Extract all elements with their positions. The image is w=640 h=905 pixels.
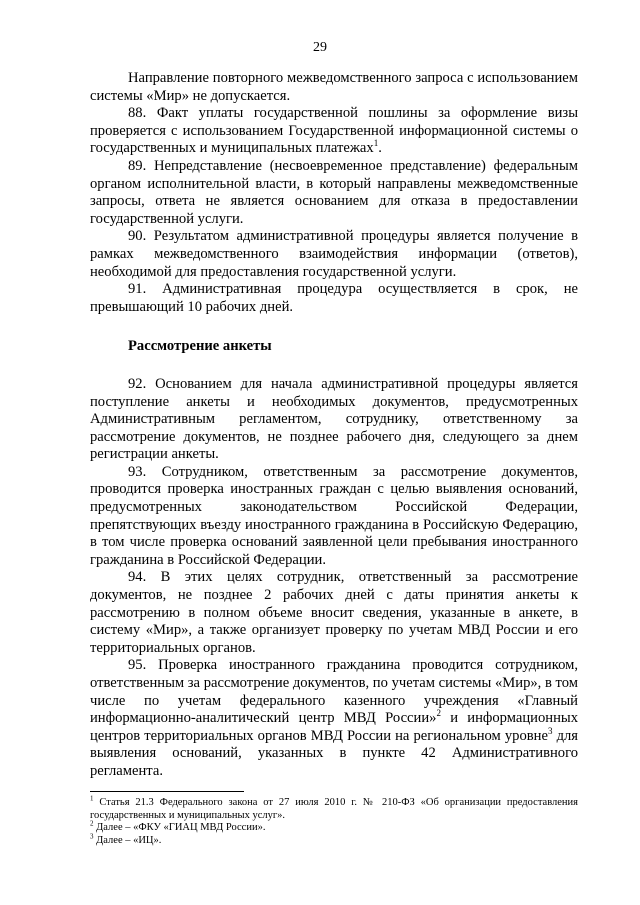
paragraph-89: 89. Непредставление (несвоевременное представление) федеральным органом исполнительной власти, в который направлены межведомственные запросы, ответа не является основанием для отказа в предоставлении государственной услуги. [90,157,578,227]
paragraph-text: для выявления оснований, указанных в пункте 42 Административного регламента. [90,727,578,779]
paragraph-end: . [378,140,382,157]
paragraph-91: 91. Административная процедура осуществляется в срок, не превышающий 10 рабочих дней. [90,281,578,315]
paragraph-95 [90,657,578,780]
footnote-text: Далее – «ФКУ «ГИАЦ МВД России». [93,822,266,833]
footnote-separator [90,791,244,792]
paragraph-88 [90,105,578,158]
document-body [90,70,578,781]
footnote-ref-3: 3 [547,725,553,736]
footnote-mark: 2 [90,819,94,828]
section-heading: Рассмотрение анкеты [128,338,272,355]
paragraph-90: 90. Результатом административной процедуры является получение в рамках межведомственного взаимодействия информации (ответов), необходимой для предоставления государственной услуги. [90,228,578,280]
footnotes [90,794,578,847]
footnote-text: Статья 21.3 Федерального закона от 27 июля 2010 г. № 210-ФЗ «Об организации предоставления государственных и муниципальных услуг». [90,797,578,821]
paragraph-text: Направление повторного межведомственного запроса с использованием системы «Мир» не допускается. [90,70,578,104]
paragraph-text: и информационных центров территориальных органов МВД России на региональном уровне [90,710,578,744]
footnote-text: Далее – «ИЦ». [93,834,162,846]
paragraph-text: 95. Проверка иностранного гражданина проводится сотрудником, ответственным за рассмотрение документов, по учетам системы «Мир», в том числе по учетам федерального казенного учреждения «Главный информационно-аналитический центр МВД России» [90,657,578,727]
footnote-ref-2: 2 [436,708,441,719]
footnote-3 [90,832,578,848]
footnote-ref-1: 1 [373,138,379,149]
paragraph-continuation [90,70,578,105]
paragraph-94: 94. В этих целях сотрудник, ответственный за рассмотрение документов, не позднее 2 рабочих дней с даты принятия анкеты к рассмотрению в полном объеме вносит сведения, указанные в анкете, в систему «Мир», а также организует проверку по учетам МВД России и его территориальных органов. [90,569,578,656]
page-number: 29 [313,40,327,55]
footnote-mark: 1 [90,794,94,803]
footnote-1 [90,794,578,822]
paragraph-93: 93. Сотрудником, ответственным за рассмотрение документов, проводится проверка иностранных граждан с целью выявления оснований, предусмотренных законодательством Российской Федерации, препятствующих въезду иностранного гражданина в Российскую Федерацию, в том числе проверка оснований заявленной цели пребывания иностранного гражданина в Российской Федерации. [90,463,578,568]
paragraph-text: 88. Факт уплаты государственной пошлины за оформление визы проверяется с использованием Государственной информационной системы о государственных и муниципальных платежах [90,105,578,157]
paragraph-92: 92. Основанием для начала административной процедуры является поступление анкеты и необходимых документов, предусмотренных Административным регламентом, сотруднику, ответственному за рассмотрение документов, не позднее рабочего дня, следующего за днем регистрации анкеты. [90,375,578,463]
footnote-2 [90,819,578,835]
footnote-mark: 3 [90,832,94,840]
